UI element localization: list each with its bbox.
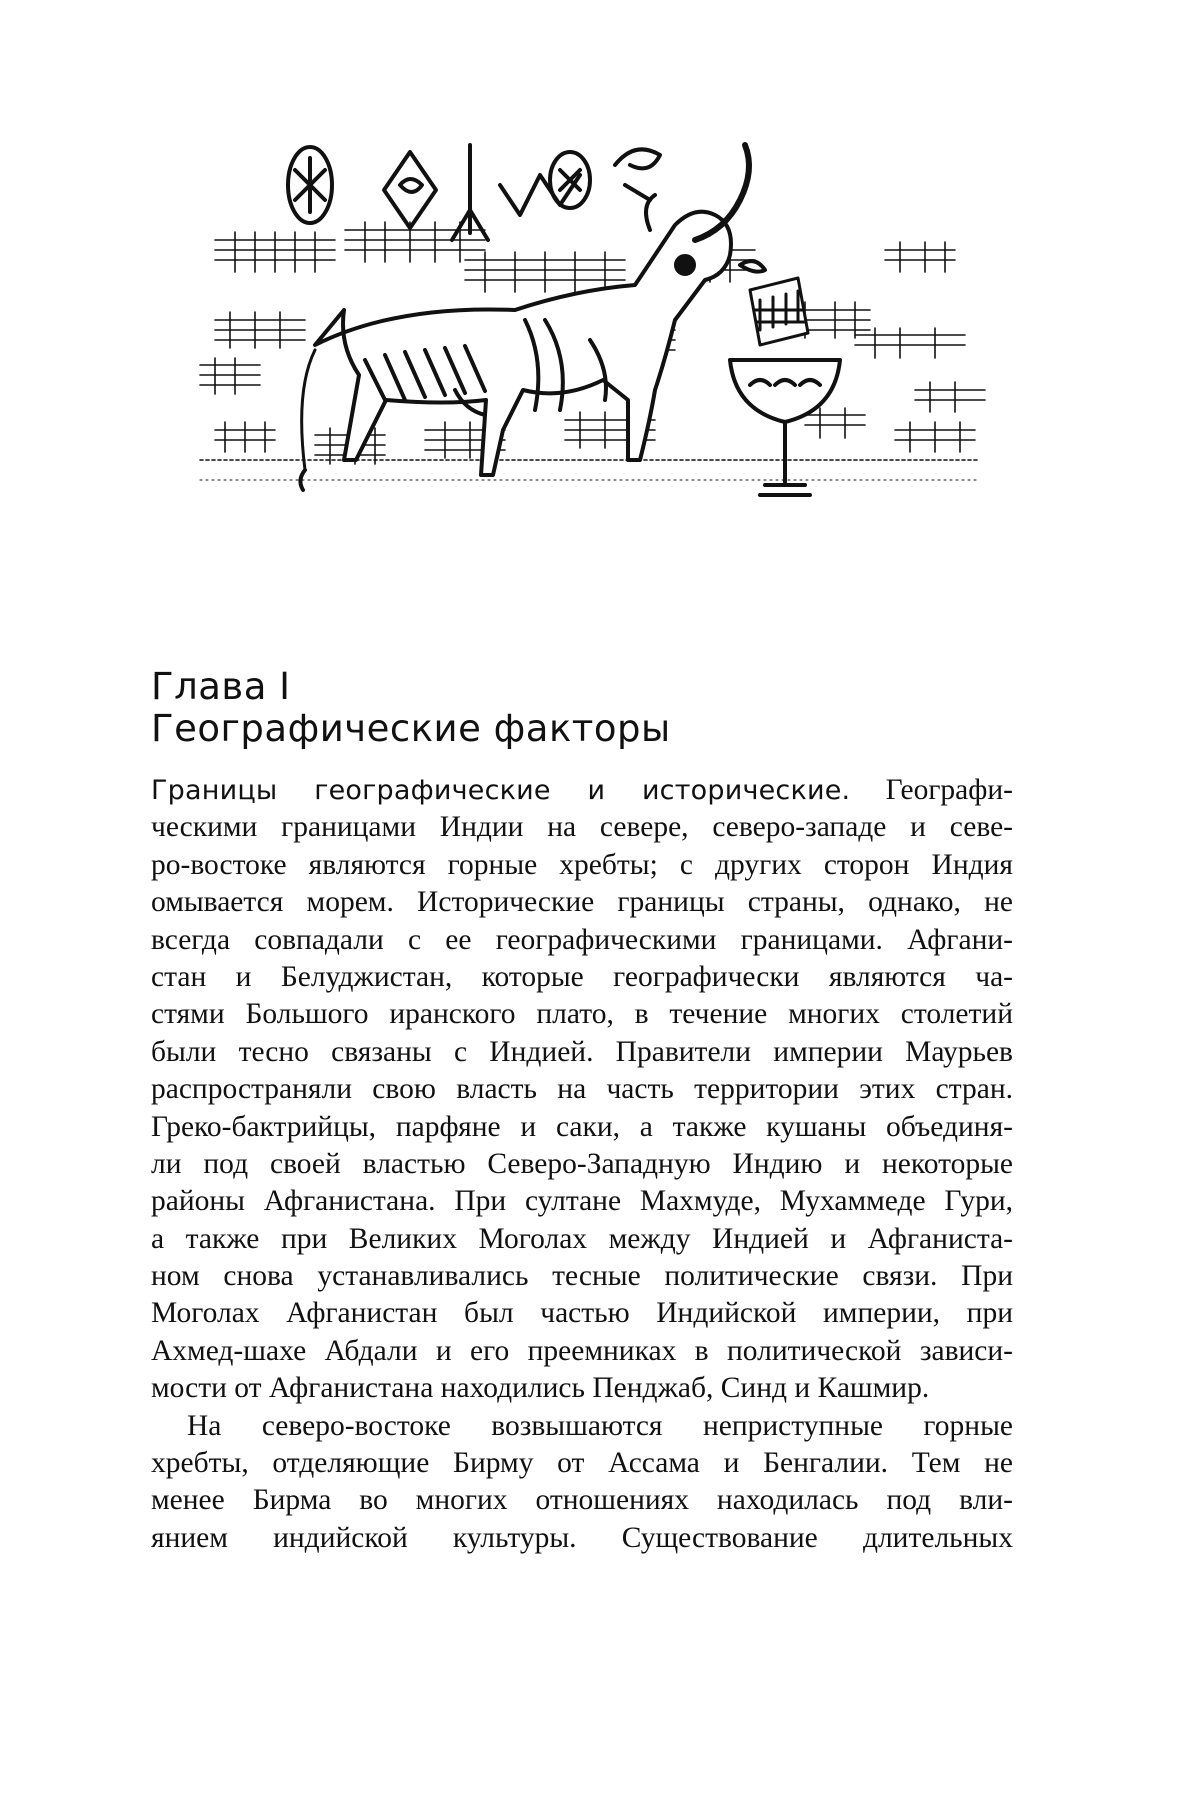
text-line: янием индийской культуры. Существование длительных bbox=[151, 1521, 1013, 1554]
text-line: районы Афганистана. При султане Махмуде, Мухаммеде Гури, bbox=[151, 1185, 1013, 1218]
text-line: всегда совпадали с ее географическими границами. Афгани- bbox=[151, 923, 1013, 956]
chapter-heading bbox=[151, 666, 1051, 750]
text-line: На северо-востоке возвышаются неприступные горные bbox=[187, 1409, 1013, 1442]
bull-seal-illustration bbox=[195, 140, 995, 560]
text-line: ческими границами Индии на севере, северо-западе и севе- bbox=[151, 811, 1013, 844]
text-line: стями Большого иранского плато, в течение многих столетий bbox=[151, 998, 1013, 1031]
body-text bbox=[151, 772, 1013, 1557]
text-line: Греко-бактрийцы, парфяне и саки, а также кушаны объединя- bbox=[151, 1110, 1013, 1143]
text-line: ли под своей властью Северо-Западную Индию и некоторые bbox=[151, 1147, 1013, 1180]
seal-script-signs bbox=[288, 145, 660, 240]
text-line: стан и Белуджистан, которые географически являются ча- bbox=[151, 960, 1013, 993]
text-line bbox=[151, 772, 1013, 809]
text-line: ном снова устанавливались тесные политические связи. При bbox=[151, 1260, 1013, 1293]
text-line: Моголах Афганистан был частью Индийской империи, при bbox=[151, 1297, 1013, 1330]
text-line: мости от Афганистана находились Пенджаб, Синд и Кашмир. bbox=[151, 1372, 930, 1405]
text-line-fragment: Географи- bbox=[850, 774, 1013, 806]
chapter-title: Географические факторы bbox=[151, 707, 671, 750]
text-line: омывается морем. Исторические границы страны, однако, не bbox=[151, 886, 1013, 919]
text-line: менее Бирма во многих отношениях находилась под вли- bbox=[151, 1484, 1013, 1517]
text-line: ро-востоке являются горные хребты; с других сторон Индия bbox=[151, 848, 1013, 881]
chapter-number: Глава I bbox=[151, 665, 291, 708]
bull-figure bbox=[300, 145, 765, 490]
seal-tablet bbox=[750, 278, 808, 345]
text-line: а также при Великих Моголах между Индией и Афганиста- bbox=[151, 1222, 1013, 1255]
runin-heading: Границы географические и исторические. bbox=[151, 775, 851, 806]
text-line: распространяли свою власть на часть территории этих стран. bbox=[151, 1073, 1013, 1106]
chalice bbox=[730, 360, 840, 495]
text-line: были тесно связаны с Индией. Правители империи Маурьев bbox=[151, 1035, 1013, 1068]
text-line: хребты, отделяющие Бирму от Ассама и Бенгалии. Тем не bbox=[151, 1447, 1013, 1480]
text-line: Ахмед-шахе Абдали и его преемниках в политической зависи- bbox=[151, 1334, 1013, 1367]
